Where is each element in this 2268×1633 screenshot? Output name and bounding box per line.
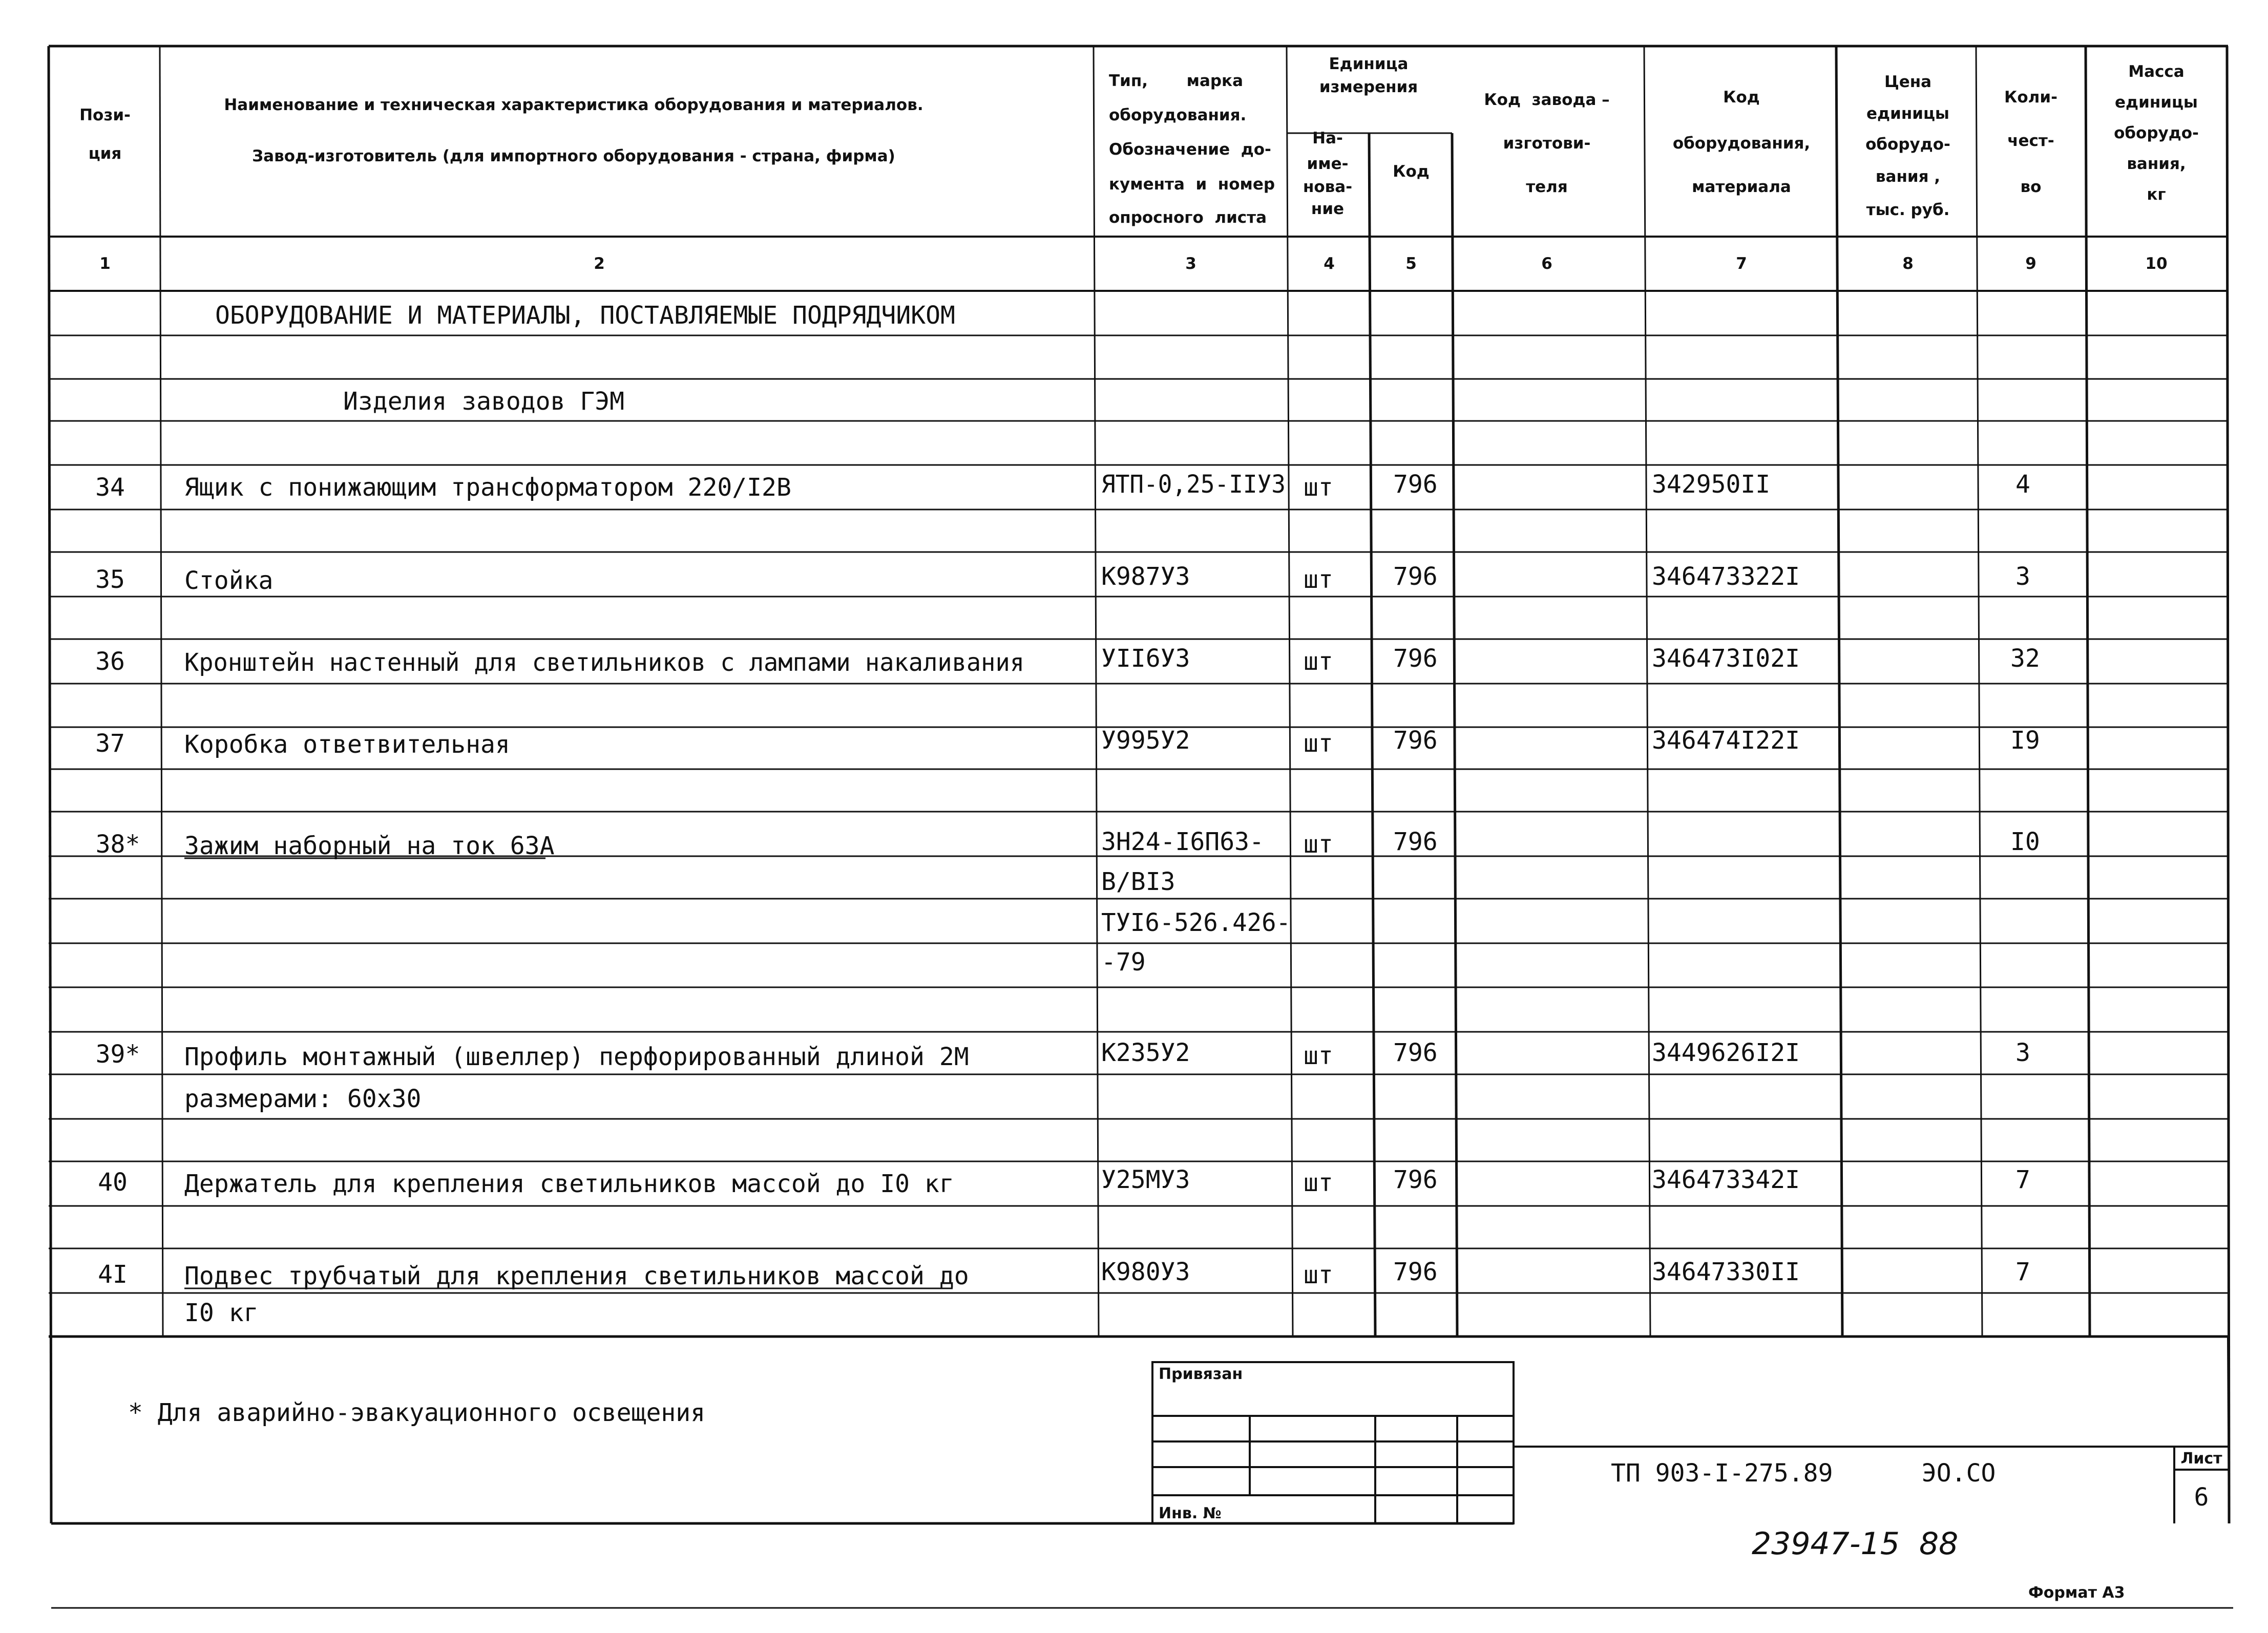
subsection-title: Изделия заводов ГЭМ — [343, 387, 625, 416]
header-mass-line2: единицы — [2115, 93, 2198, 112]
header-equip-code-line1: Код — [1723, 88, 1760, 107]
row-39-unit: шт — [1304, 1042, 1333, 1070]
header-pos-line1: Пози- — [79, 106, 131, 124]
col-number-6: 6 — [1541, 255, 1552, 273]
header-price-line1: Цена — [1884, 73, 1932, 91]
row-38-type-line2: В/ВI3 — [1101, 867, 1175, 896]
row-40-name: Держатель для крепления светильников массой до I0 кг — [184, 1170, 954, 1198]
col-number-8: 8 — [1902, 255, 1914, 273]
header-equip-code-line2: оборудования, — [1672, 134, 1811, 153]
header-mass-line5: кг — [2147, 185, 2166, 204]
stamp-list-label: Лист — [2180, 1450, 2222, 1468]
row-36-name: Кронштейн настенный для светильников с лампами накаливания — [184, 648, 1024, 677]
header-plant-code-line1: Код завода – — [1484, 91, 1610, 109]
footnote: * Для аварийно-эвакуационного освещения — [128, 1398, 706, 1427]
header-name-line1: Наименование и техническая характеристика оборудования и материалов. — [224, 96, 923, 114]
row-36-unit: шт — [1304, 647, 1333, 676]
row-41-equip: 34647330II — [1652, 1258, 1800, 1286]
col-number-5: 5 — [1405, 255, 1417, 273]
header-price-line4: вания , — [1875, 167, 1941, 186]
row-35-unit: шт — [1304, 565, 1333, 594]
header-unit-group-line2: измерения — [1319, 78, 1418, 96]
header-mass-line1: Масса — [2128, 62, 2185, 81]
row-41-name-line2: I0 кг — [184, 1299, 259, 1327]
row-39-name: Профиль монтажный (швеллер) перфорированный длиной 2М — [184, 1043, 969, 1071]
document-code: ТП 903-I-275.89 ЭО.СО — [1611, 1459, 1996, 1488]
header-unit-name-line4: ние — [1311, 200, 1345, 218]
header-price-line3: оборудо- — [1865, 135, 1950, 154]
header-type-line4: кумента и номер — [1109, 175, 1275, 194]
header-mass-line4: вания, — [2127, 155, 2186, 173]
row-37-code: 796 — [1393, 726, 1438, 755]
header-equip-code-line3: материала — [1692, 178, 1791, 196]
stamp-inv-number: Инв. № — [1159, 1504, 1222, 1522]
row-35-type: К987УЗ — [1101, 562, 1190, 591]
header-name-line2: Завод-изготовитель (для импортного оборудования - страна, фирма) — [252, 147, 895, 165]
col-number-2: 2 — [594, 255, 605, 273]
row-35-code: 796 — [1393, 562, 1438, 591]
header-price-line2: единицы — [1866, 104, 1949, 123]
row-34-pos: 34 — [95, 473, 125, 502]
row-34-name: Ящик с понижающим трансформатором 220/I2В — [184, 473, 791, 502]
col-number-4: 4 — [1324, 255, 1335, 273]
row-41-unit: шт — [1304, 1261, 1333, 1289]
row-41-name: Подвес трубчатый для крепления светильников массой до — [184, 1262, 969, 1290]
row-39-qty: 3 — [2015, 1038, 2030, 1067]
header-unit-group-line1: Единица — [1329, 55, 1409, 73]
row-38-qty: I0 — [2010, 828, 2040, 856]
row-34-unit: шт — [1304, 473, 1333, 502]
header-unit-name-line3: нова- — [1303, 178, 1353, 196]
row-38-pos: 38* — [95, 830, 140, 859]
header-unit-name-line2: име- — [1307, 155, 1349, 173]
row-39-name-line2: размерами: 60х30 — [184, 1085, 422, 1113]
row-39-equip: 3449626I2I — [1652, 1038, 1800, 1067]
header-qty-line3: во — [2020, 178, 2042, 196]
row-34-equip: 342950II — [1652, 470, 1771, 499]
header-unit-name-line1: На- — [1312, 129, 1343, 147]
row-41-type: К980УЗ — [1101, 1258, 1190, 1286]
row-35-name: Стойка — [184, 566, 274, 595]
header-mass-line3: оборудо- — [2114, 124, 2199, 142]
row-37-unit: шт — [1304, 729, 1333, 758]
header-pos-line2: ция — [88, 144, 122, 163]
header-plant-code-line2: изготови- — [1503, 134, 1591, 153]
col-number-10: 10 — [2145, 255, 2168, 273]
header-type-line2: оборудования. — [1109, 106, 1247, 124]
row-37-type: У995У2 — [1101, 726, 1190, 755]
row-40-type: У25МУЗ — [1101, 1165, 1190, 1194]
row-38-unit: шт — [1304, 830, 1333, 859]
row-38-type: ЗН24-I6П63- — [1101, 828, 1264, 856]
row-41-qty: 7 — [2015, 1258, 2030, 1286]
row-34-type: ЯТП-0,25-IIУЗ — [1101, 470, 1286, 499]
row-35-pos: 35 — [95, 565, 125, 594]
header-type-line3: Обозначение до- — [1109, 140, 1271, 159]
stamp-list-number: 6 — [2194, 1483, 2209, 1512]
col-number-9: 9 — [2025, 255, 2036, 273]
row-36-pos: 36 — [95, 647, 125, 676]
row-41-code: 796 — [1393, 1258, 1438, 1286]
header-qty-line2: чест- — [2007, 132, 2054, 150]
row-35-qty: 3 — [2015, 562, 2030, 591]
row-36-qty: 32 — [2010, 644, 2040, 673]
row-36-type: УII6УЗ — [1101, 644, 1190, 673]
row-34-qty: 4 — [2015, 470, 2030, 499]
header-qty-line1: Коли- — [2004, 88, 2057, 107]
row-37-pos: 37 — [95, 729, 125, 758]
row-36-code: 796 — [1393, 644, 1438, 673]
row-40-qty: 7 — [2015, 1165, 2030, 1194]
row-34-code: 796 — [1393, 470, 1438, 499]
row-37-equip: 346474I22I — [1652, 726, 1800, 755]
row-38-code: 796 — [1393, 828, 1438, 856]
row-40-equip: 346473342I — [1652, 1165, 1800, 1194]
row-36-equip: 346473I02I — [1652, 644, 1800, 673]
row-39-code: 796 — [1393, 1038, 1438, 1067]
row-39-type: К235У2 — [1101, 1038, 1190, 1067]
paper-format: Формат А3 — [2028, 1584, 2125, 1602]
row-40-code: 796 — [1393, 1165, 1438, 1194]
row-37-qty: I9 — [2010, 726, 2040, 755]
row-35-equip: 346473322I — [1652, 562, 1800, 591]
row-40-unit: шт — [1304, 1169, 1333, 1197]
row-40-pos: 40 — [98, 1168, 128, 1197]
header-type-line5: опросного листа — [1109, 208, 1267, 227]
row-41-pos: 4I — [98, 1260, 128, 1289]
header-unit-code: Код — [1393, 162, 1430, 181]
stamp-privyazan: Привязан — [1159, 1365, 1243, 1383]
row-38-name: Зажим наборный на ток 63А — [184, 832, 555, 860]
col-number-3: 3 — [1185, 255, 1196, 273]
row-38-type-line3: ТУI6-526.426- — [1101, 908, 1291, 937]
header-type-line1: Тип, марка — [1109, 72, 1244, 90]
row-38-type-line4: -79 — [1101, 948, 1146, 977]
col-number-7: 7 — [1736, 255, 1747, 273]
row-39-pos: 39* — [95, 1040, 140, 1069]
row-37-name: Коробка ответвительная — [184, 730, 510, 759]
header-plant-code-line3: теля — [1526, 178, 1568, 196]
col-number-1: 1 — [99, 255, 111, 273]
handwritten-archive-number: 23947-15 88 — [1752, 1526, 1959, 1562]
header-price-line5: тыс. руб. — [1866, 201, 1950, 219]
section-title: ОБОРУДОВАНИЕ И МАТЕРИАЛЫ, ПОСТАВЛЯЕМЫЕ ПОДРЯДЧИКОМ — [215, 301, 955, 330]
